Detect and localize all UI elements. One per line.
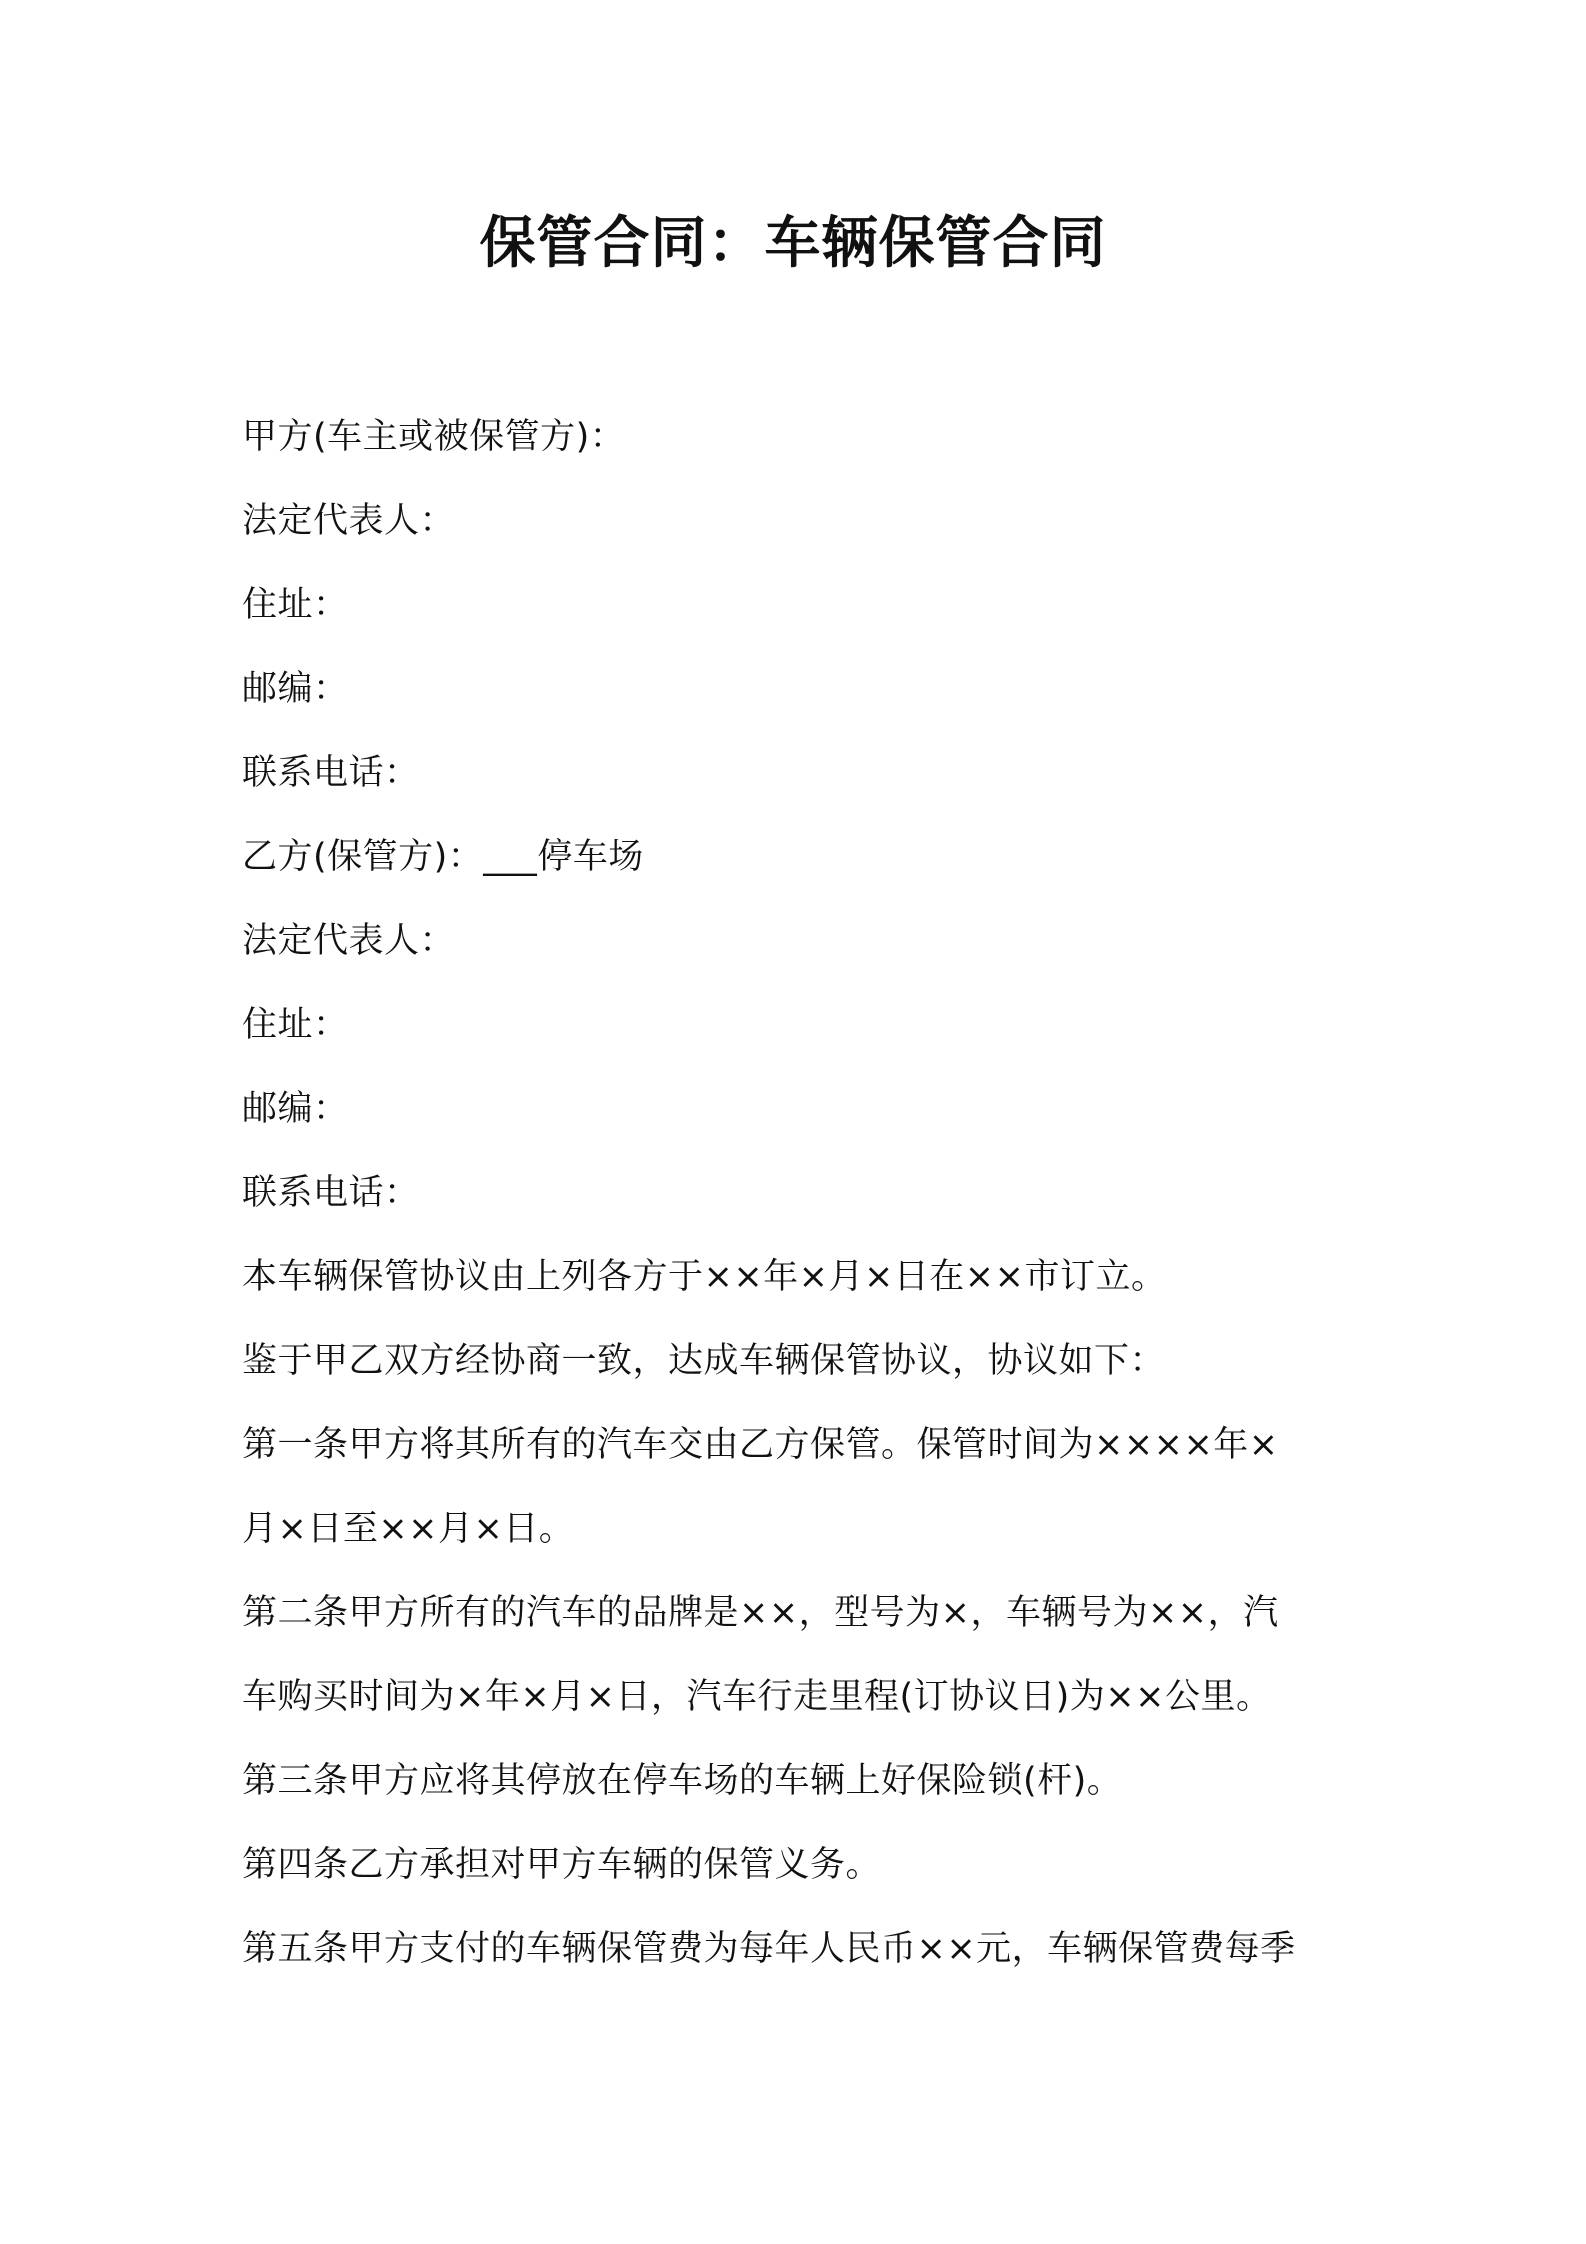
party-b-line: 乙方(保管方)：___停车场 bbox=[242, 837, 644, 877]
party-b-representative-line: 法定代表人： bbox=[242, 921, 456, 961]
clause-1-line-2: 月×日至××月×日。 bbox=[242, 1509, 575, 1549]
document-title: 保管合同：车辆保管合同 bbox=[479, 211, 1107, 276]
party-a-phone-line: 联系电话： bbox=[242, 753, 420, 793]
clause-5-line-1: 第五条甲方支付的车辆保管费为每年人民币××元，车辆保管费每季 bbox=[242, 1929, 1296, 1969]
party-a-line: 甲方(车主或被保管方)： bbox=[242, 417, 626, 457]
clause-3-line: 第三条甲方应将其停放在停车场的车辆上好保险锁(杆)。 bbox=[242, 1761, 1123, 1801]
agreement-intro-line: 本车辆保管协议由上列各方于××年×月×日在××市订立。 bbox=[242, 1257, 1167, 1297]
party-b-postcode-line: 邮编： bbox=[242, 1089, 349, 1129]
party-a-representative-line: 法定代表人： bbox=[242, 501, 456, 541]
party-b-address-line: 住址： bbox=[242, 1005, 349, 1045]
party-a-postcode-line: 邮编： bbox=[242, 669, 349, 709]
clause-2-line-1: 第二条甲方所有的汽车的品牌是××，型号为×，车辆号为××，汽 bbox=[242, 1593, 1279, 1633]
party-a-address-line: 住址： bbox=[242, 585, 349, 625]
clause-2-line-2: 车购买时间为×年×月×日，汽车行走里程(订协议日)为××公里。 bbox=[242, 1677, 1272, 1717]
party-b-phone-line: 联系电话： bbox=[242, 1173, 420, 1213]
clause-4-line: 第四条乙方承担对甲方车辆的保管义务。 bbox=[242, 1845, 882, 1885]
clause-1-line-1: 第一条甲方将其所有的汽车交由乙方保管。保管时间为××××年× bbox=[242, 1425, 1279, 1465]
agreement-preamble-line: 鉴于甲乙双方经协商一致，达成车辆保管协议，协议如下： bbox=[242, 1341, 1166, 1381]
